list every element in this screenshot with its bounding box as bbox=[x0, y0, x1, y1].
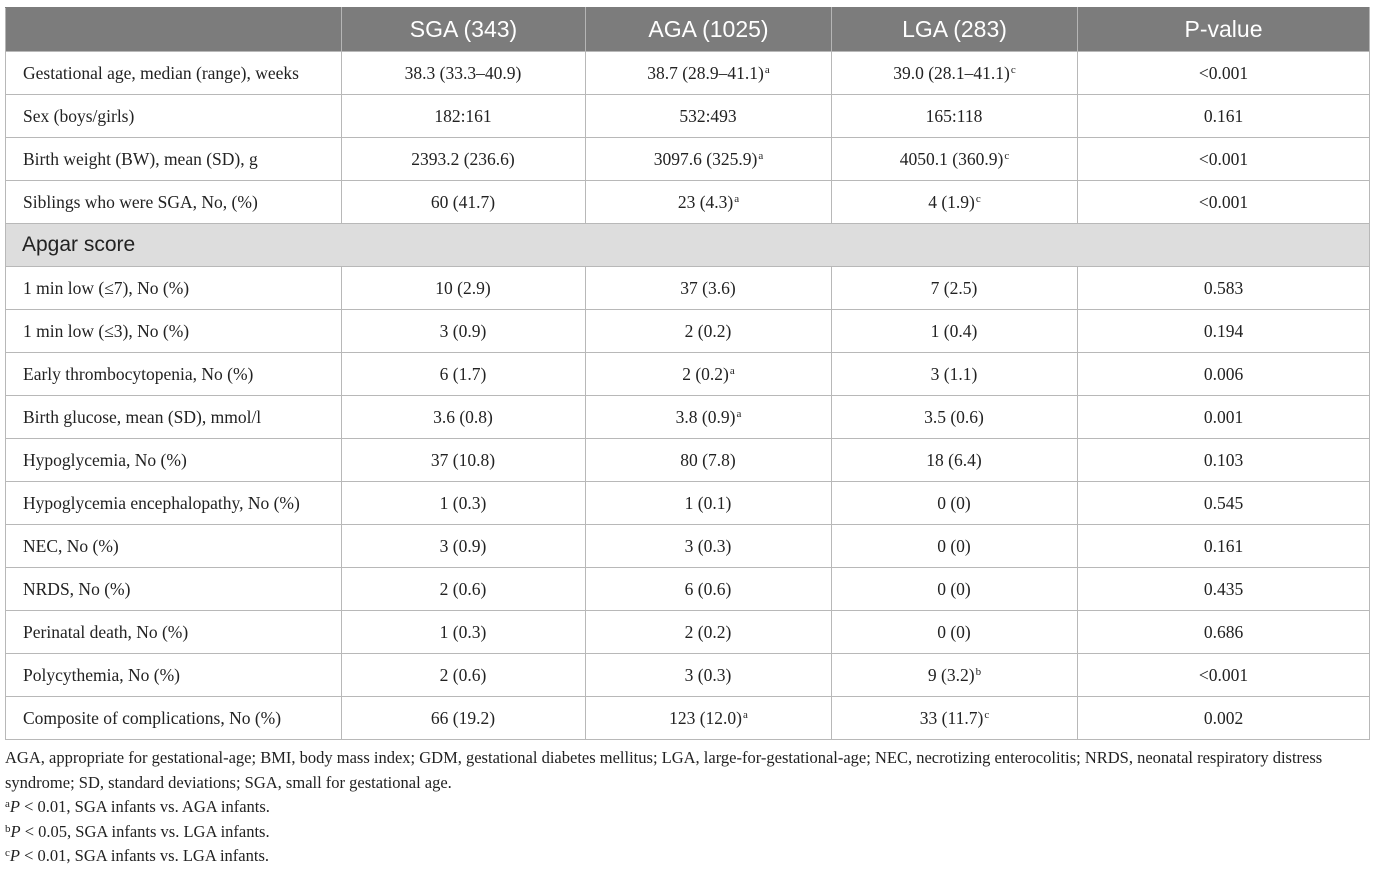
lga-cell-value: 4 (1.9) bbox=[928, 191, 975, 212]
p-value-cell-value: 0.002 bbox=[1203, 707, 1244, 728]
aga-cell bbox=[586, 52, 832, 95]
row-label-value: Gestational age, median (range), weeks bbox=[23, 62, 299, 83]
lga-cell bbox=[832, 654, 1078, 697]
table-row bbox=[6, 439, 1370, 482]
sga-cell bbox=[342, 396, 586, 439]
footnote-line bbox=[5, 795, 1371, 820]
sga-cell bbox=[342, 611, 586, 654]
lga-cell-value: 0 (0) bbox=[937, 535, 971, 556]
significance-marker: c bbox=[975, 192, 981, 205]
lga-cell bbox=[832, 52, 1078, 95]
lga-cell bbox=[832, 310, 1078, 353]
significance-marker: b bbox=[975, 665, 982, 678]
sga-cell bbox=[342, 181, 586, 224]
lga-cell bbox=[832, 396, 1078, 439]
sga-cell-value: 10 (2.9) bbox=[435, 277, 491, 298]
table-row bbox=[6, 611, 1370, 654]
row-label-value: Sex (boys/girls) bbox=[23, 105, 135, 126]
lga-cell-value: 9 (3.2) bbox=[927, 664, 975, 685]
row-label-value: Birth glucose, mean (SD), mmol/l bbox=[23, 406, 262, 427]
footnote-text: < 0.01, SGA infants vs. LGA infants. bbox=[19, 846, 269, 865]
lga-cell bbox=[832, 138, 1078, 181]
row-label-value: Birth weight (BW), mean (SD), g bbox=[23, 148, 258, 169]
row-label-value: 1 min low (≤7), No (%) bbox=[23, 277, 190, 298]
aga-cell-value: 123 (12.0) bbox=[669, 707, 742, 728]
aga-cell bbox=[586, 654, 832, 697]
aga-cell bbox=[586, 439, 832, 482]
lga-cell-value: 4050.1 (360.9) bbox=[899, 148, 1004, 169]
significance-marker: c bbox=[1010, 63, 1016, 76]
aga-cell-value: 38.7 (28.9–41.1) bbox=[647, 62, 764, 83]
significance-marker: a bbox=[758, 149, 764, 162]
row-label bbox=[6, 95, 342, 138]
table-container bbox=[5, 7, 1369, 740]
p-value-cell bbox=[1078, 654, 1370, 697]
table-row bbox=[6, 52, 1370, 95]
significance-marker: a bbox=[743, 708, 748, 721]
p-value-cell-value: 0.161 bbox=[1203, 105, 1244, 126]
sga-cell bbox=[342, 95, 586, 138]
row-label bbox=[6, 310, 342, 353]
p-value-cell bbox=[1078, 525, 1370, 568]
table-row bbox=[6, 654, 1370, 697]
lga-cell-value: 0 (0) bbox=[937, 492, 971, 513]
aga-cell-value: 2 (0.2) bbox=[682, 363, 729, 384]
sga-cell-value: 3 (0.9) bbox=[439, 320, 487, 341]
row-label bbox=[6, 52, 342, 95]
table-row bbox=[6, 310, 1370, 353]
header-cell-variable bbox=[6, 8, 342, 52]
lga-cell bbox=[832, 95, 1078, 138]
footnote-line bbox=[5, 820, 1371, 845]
row-label-value: Hypoglycemia encephalopathy, No (%) bbox=[23, 492, 300, 513]
row-label-value: NRDS, No (%) bbox=[23, 578, 131, 599]
footnote-text: < 0.01, SGA infants vs. AGA infants. bbox=[19, 797, 270, 816]
sga-cell-value: 2393.2 (236.6) bbox=[411, 148, 515, 169]
p-value-cell bbox=[1078, 267, 1370, 310]
p-value-cell bbox=[1078, 181, 1370, 224]
aga-cell bbox=[586, 181, 832, 224]
p-value-cell-value: <0.001 bbox=[1198, 191, 1249, 212]
aga-cell-value: 3 (0.3) bbox=[684, 664, 732, 685]
table-row bbox=[6, 697, 1370, 740]
sga-cell-value: 1 (0.3) bbox=[439, 621, 487, 642]
sga-cell bbox=[342, 310, 586, 353]
row-label bbox=[6, 654, 342, 697]
row-label bbox=[6, 267, 342, 310]
p-value-cell-value: 0.103 bbox=[1203, 449, 1244, 470]
lga-cell bbox=[832, 267, 1078, 310]
p-value-cell-value: 0.006 bbox=[1203, 363, 1244, 384]
row-label-value: Siblings who were SGA, No, (%) bbox=[23, 191, 258, 212]
section-row-apgar bbox=[6, 224, 1370, 267]
aga-cell-value: 3.8 (0.9) bbox=[675, 406, 736, 427]
p-value-cell-value: <0.001 bbox=[1198, 664, 1249, 685]
row-label-value: Perinatal death, No (%) bbox=[23, 621, 189, 642]
significance-marker: c bbox=[984, 708, 990, 721]
lga-cell-value: 0 (0) bbox=[937, 621, 971, 642]
p-value-cell-value: <0.001 bbox=[1198, 62, 1249, 83]
lga-cell-value: 7 (2.5) bbox=[930, 277, 978, 298]
p-value-cell bbox=[1078, 697, 1370, 740]
sga-cell bbox=[342, 353, 586, 396]
sga-cell-value: 60 (41.7) bbox=[430, 191, 496, 212]
significance-marker: a bbox=[736, 407, 742, 420]
footnote-marker: a bbox=[5, 798, 10, 810]
header-cell-p-value: P-value bbox=[1078, 8, 1370, 52]
aga-cell bbox=[586, 482, 832, 525]
row-label-value: Hypoglycemia, No (%) bbox=[23, 449, 187, 470]
header-row bbox=[6, 8, 1370, 52]
aga-cell bbox=[586, 396, 832, 439]
significance-notes bbox=[5, 795, 1371, 869]
aga-cell-value: 3097.6 (325.9) bbox=[653, 148, 758, 169]
sga-cell bbox=[342, 482, 586, 525]
lga-cell-value: 3.5 (0.6) bbox=[924, 406, 984, 427]
footnote-text: < 0.05, SGA infants vs. LGA infants. bbox=[20, 821, 270, 841]
table-footnotes bbox=[5, 746, 1371, 869]
row-label bbox=[6, 525, 342, 568]
lga-cell bbox=[832, 482, 1078, 525]
aga-cell bbox=[586, 353, 832, 396]
aga-cell-value: 37 (3.6) bbox=[680, 277, 736, 298]
section-heading: Apgar score bbox=[6, 224, 1370, 267]
sga-cell-value: 66 (19.2) bbox=[430, 707, 496, 728]
lga-cell bbox=[832, 525, 1078, 568]
lga-cell bbox=[832, 568, 1078, 611]
sga-cell-value: 3 (0.9) bbox=[439, 535, 487, 556]
footnote-marker: b bbox=[5, 822, 11, 835]
sga-cell-value: 6 (1.7) bbox=[439, 363, 487, 384]
aga-cell bbox=[586, 697, 832, 740]
sga-cell bbox=[342, 697, 586, 740]
aga-cell bbox=[586, 525, 832, 568]
data-table bbox=[5, 7, 1370, 740]
sga-cell-value: 1 (0.3) bbox=[439, 492, 487, 513]
row-label bbox=[6, 138, 342, 181]
p-value-cell bbox=[1078, 568, 1370, 611]
sga-cell bbox=[342, 439, 586, 482]
p-value-cell bbox=[1078, 482, 1370, 525]
aga-cell-value: 1 (0.1) bbox=[684, 492, 732, 513]
lga-cell-value: 0 (0) bbox=[937, 578, 971, 599]
sga-cell bbox=[342, 138, 586, 181]
row-label bbox=[6, 568, 342, 611]
aga-cell-value: 23 (4.3) bbox=[677, 191, 734, 212]
aga-cell-value: 3 (0.3) bbox=[684, 535, 732, 556]
sga-cell-value: 38.3 (33.3–40.9) bbox=[404, 62, 522, 83]
p-symbol: P bbox=[9, 797, 20, 816]
p-value-cell-value: 0.686 bbox=[1203, 621, 1244, 642]
significance-marker: a bbox=[729, 364, 735, 377]
p-value-cell bbox=[1078, 95, 1370, 138]
table-row bbox=[6, 396, 1370, 439]
table-row bbox=[6, 267, 1370, 310]
lga-cell bbox=[832, 439, 1078, 482]
sga-cell-value: 3.6 (0.8) bbox=[433, 406, 493, 427]
row-label-value: NEC, No (%) bbox=[23, 535, 119, 556]
row-label-value: Composite of complications, No (%) bbox=[23, 707, 282, 728]
aga-cell-value: 2 (0.2) bbox=[684, 320, 732, 341]
p-value-cell-value: 0.001 bbox=[1203, 406, 1244, 427]
sga-cell bbox=[342, 525, 586, 568]
sga-cell bbox=[342, 568, 586, 611]
row-label-value: Early thrombocytopenia, No (%) bbox=[23, 363, 254, 384]
aga-cell bbox=[586, 267, 832, 310]
lga-cell bbox=[832, 353, 1078, 396]
table-row bbox=[6, 353, 1370, 396]
row-label bbox=[6, 181, 342, 224]
sga-cell-value: 37 (10.8) bbox=[430, 449, 496, 470]
lga-cell-value: 39.0 (28.1–41.1) bbox=[893, 62, 1010, 83]
aga-cell-value: 532:493 bbox=[679, 105, 737, 126]
footnote-line bbox=[5, 844, 1371, 869]
aga-cell bbox=[586, 611, 832, 654]
lga-cell-value: 1 (0.4) bbox=[930, 320, 978, 341]
row-label bbox=[6, 482, 342, 525]
significance-marker: a bbox=[734, 192, 740, 205]
lga-cell-value: 3 (1.1) bbox=[930, 363, 978, 384]
row-label bbox=[6, 396, 342, 439]
row-label-value: Polycythemia, No (%) bbox=[23, 664, 180, 685]
abbreviations-note: AGA, appropriate for gestational-age; BMI, body mass index; GDM, gestational diabetes mellitus; LGA, large-for-gestational-age; NEC, necrotizing enterocolitis; NRDS, neonatal respiratory distress syndrome; SD, standard deviations; SGA, small for gestational age. bbox=[5, 748, 1323, 792]
p-value-cell-value: 0.194 bbox=[1203, 320, 1244, 341]
header-cell-aga: AGA (1025) bbox=[586, 8, 832, 52]
p-value-cell bbox=[1078, 611, 1370, 654]
lga-cell-value: 165:118 bbox=[925, 105, 983, 126]
p-value-cell-value: 0.435 bbox=[1203, 578, 1244, 599]
row-label bbox=[6, 697, 342, 740]
p-symbol: P bbox=[9, 846, 20, 865]
table-body bbox=[6, 52, 1370, 740]
sga-cell bbox=[342, 654, 586, 697]
p-value-cell bbox=[1078, 310, 1370, 353]
aga-cell-value: 2 (0.2) bbox=[684, 621, 732, 642]
table-row bbox=[6, 181, 1370, 224]
sga-cell-value: 182:161 bbox=[434, 105, 492, 126]
sga-cell-value: 2 (0.6) bbox=[439, 664, 487, 685]
lga-cell-value: 33 (11.7) bbox=[919, 707, 984, 728]
p-value-cell-value: 0.545 bbox=[1203, 492, 1244, 513]
aga-cell bbox=[586, 568, 832, 611]
header-cell-sga: SGA (343) bbox=[342, 8, 586, 52]
table-row bbox=[6, 568, 1370, 611]
aga-cell bbox=[586, 138, 832, 181]
lga-cell-value: 18 (6.4) bbox=[926, 449, 982, 470]
sga-cell-value: 2 (0.6) bbox=[439, 578, 487, 599]
p-value-cell bbox=[1078, 396, 1370, 439]
p-value-cell-value: <0.001 bbox=[1198, 148, 1249, 169]
row-label bbox=[6, 353, 342, 396]
lga-cell bbox=[832, 181, 1078, 224]
p-value-cell-value: 0.161 bbox=[1203, 535, 1244, 556]
aga-cell bbox=[586, 310, 832, 353]
p-value-cell bbox=[1078, 52, 1370, 95]
table-row bbox=[6, 482, 1370, 525]
row-label-value: 1 min low (≤3), No (%) bbox=[23, 320, 190, 341]
p-value-cell-value: 0.583 bbox=[1203, 277, 1244, 298]
row-label bbox=[6, 439, 342, 482]
aga-cell bbox=[586, 95, 832, 138]
sga-cell bbox=[342, 267, 586, 310]
row-label bbox=[6, 611, 342, 654]
header-cell-lga: LGA (283) bbox=[832, 8, 1078, 52]
footnote-marker: c bbox=[5, 847, 10, 859]
p-value-cell bbox=[1078, 353, 1370, 396]
p-value-cell bbox=[1078, 138, 1370, 181]
aga-cell-value: 6 (0.6) bbox=[684, 578, 732, 599]
table-row bbox=[6, 138, 1370, 181]
significance-marker: a bbox=[764, 63, 770, 76]
p-value-cell bbox=[1078, 439, 1370, 482]
table-row bbox=[6, 95, 1370, 138]
p-symbol: P bbox=[10, 821, 21, 841]
aga-cell-value: 80 (7.8) bbox=[680, 449, 736, 470]
significance-marker: c bbox=[1004, 149, 1010, 162]
lga-cell bbox=[832, 697, 1078, 740]
lga-cell bbox=[832, 611, 1078, 654]
sga-cell bbox=[342, 52, 586, 95]
table-row bbox=[6, 525, 1370, 568]
